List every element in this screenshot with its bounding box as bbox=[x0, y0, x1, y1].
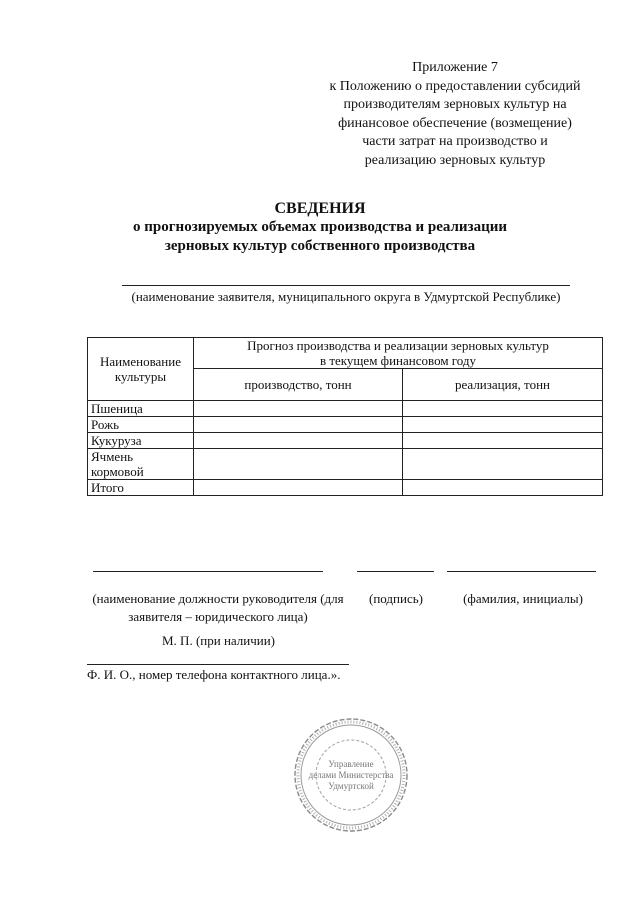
document-title bbox=[80, 199, 560, 256]
contact-fill-line[interactable] bbox=[87, 664, 349, 665]
sales-cell[interactable] bbox=[403, 401, 603, 417]
sales-cell[interactable] bbox=[403, 417, 603, 433]
production-cell[interactable] bbox=[194, 480, 403, 496]
signature-fill-line[interactable] bbox=[357, 571, 434, 572]
table-row bbox=[88, 433, 603, 449]
appendix-line: производителям зерновых культур на bbox=[343, 97, 567, 112]
stamp-text-line: делами Министерства bbox=[308, 770, 394, 780]
production-column-header: производство, тонн bbox=[194, 369, 403, 401]
forecast-table bbox=[87, 337, 603, 496]
sales-column-header: реализация, тонн bbox=[403, 369, 603, 401]
crop-header-line: Наименование bbox=[100, 354, 181, 369]
crop-header-line: культуры bbox=[114, 369, 167, 384]
sales-cell[interactable] bbox=[403, 480, 603, 496]
appendix-line: части затрат на производство и bbox=[362, 134, 548, 149]
table-row-total bbox=[88, 480, 603, 496]
appendix-header bbox=[320, 59, 590, 170]
stamp-text-line: Управление bbox=[328, 759, 374, 769]
name-caption: (фамилия, инициалы) bbox=[463, 591, 583, 606]
production-cell[interactable] bbox=[194, 417, 403, 433]
table-row bbox=[88, 401, 603, 417]
appendix-line: финансовое обеспечение (возмещение) bbox=[338, 115, 572, 131]
title-line: зерновых культур собственного производства bbox=[164, 238, 476, 254]
position-caption-line: (наименование должности руководителя (для bbox=[92, 591, 344, 606]
forecast-header-line: Прогноз производства и реализации зерновых культур bbox=[247, 338, 549, 353]
title-main: СВЕДЕНИЯ bbox=[274, 200, 366, 217]
applicant-caption: (наименование заявителя, муниципального округа в Удмуртской Республике) bbox=[131, 289, 561, 304]
position-caption bbox=[82, 590, 354, 626]
crop-column-header bbox=[88, 338, 194, 401]
applicant-fill-line[interactable] bbox=[122, 285, 570, 286]
production-cell[interactable] bbox=[194, 433, 403, 449]
seal-place-note: М. П. (при наличии) bbox=[162, 633, 276, 648]
crop-name: Кукуруза bbox=[88, 433, 194, 449]
appendix-line: Приложение 7 bbox=[412, 60, 498, 75]
crop-name: Рожь bbox=[88, 417, 194, 433]
official-stamp bbox=[292, 716, 410, 834]
crop-name: Итого bbox=[88, 480, 194, 496]
table-row bbox=[88, 417, 603, 433]
production-cell[interactable] bbox=[194, 401, 403, 417]
production-cell[interactable] bbox=[194, 449, 403, 480]
stamp-text-line: Удмуртской bbox=[328, 781, 374, 791]
name-fill-line[interactable] bbox=[447, 571, 596, 572]
crop-name bbox=[88, 449, 194, 480]
position-caption-line: заявителя – юридического лица) bbox=[128, 609, 308, 624]
sales-cell[interactable] bbox=[403, 449, 603, 480]
crop-name-line: Ячмень bbox=[91, 449, 134, 464]
appendix-line: реализацию зерновых культур bbox=[364, 152, 546, 168]
table-row bbox=[88, 449, 603, 480]
position-fill-line[interactable] bbox=[93, 571, 323, 572]
contact-caption: Ф. И. О., номер телефона контактного лица.». bbox=[87, 667, 341, 682]
crop-name-line: кормовой bbox=[91, 464, 144, 479]
sales-cell[interactable] bbox=[403, 433, 603, 449]
forecast-header-line: в текущем финансовом году bbox=[319, 353, 477, 368]
title-line: о прогнозируемых объемах производства и реализации bbox=[133, 219, 507, 235]
signature-caption: (подпись) bbox=[369, 591, 423, 606]
appendix-line: к Положению о предоставлении субсидий bbox=[329, 78, 581, 94]
forecast-header bbox=[194, 338, 603, 369]
crop-name: Пшеница bbox=[88, 401, 194, 417]
